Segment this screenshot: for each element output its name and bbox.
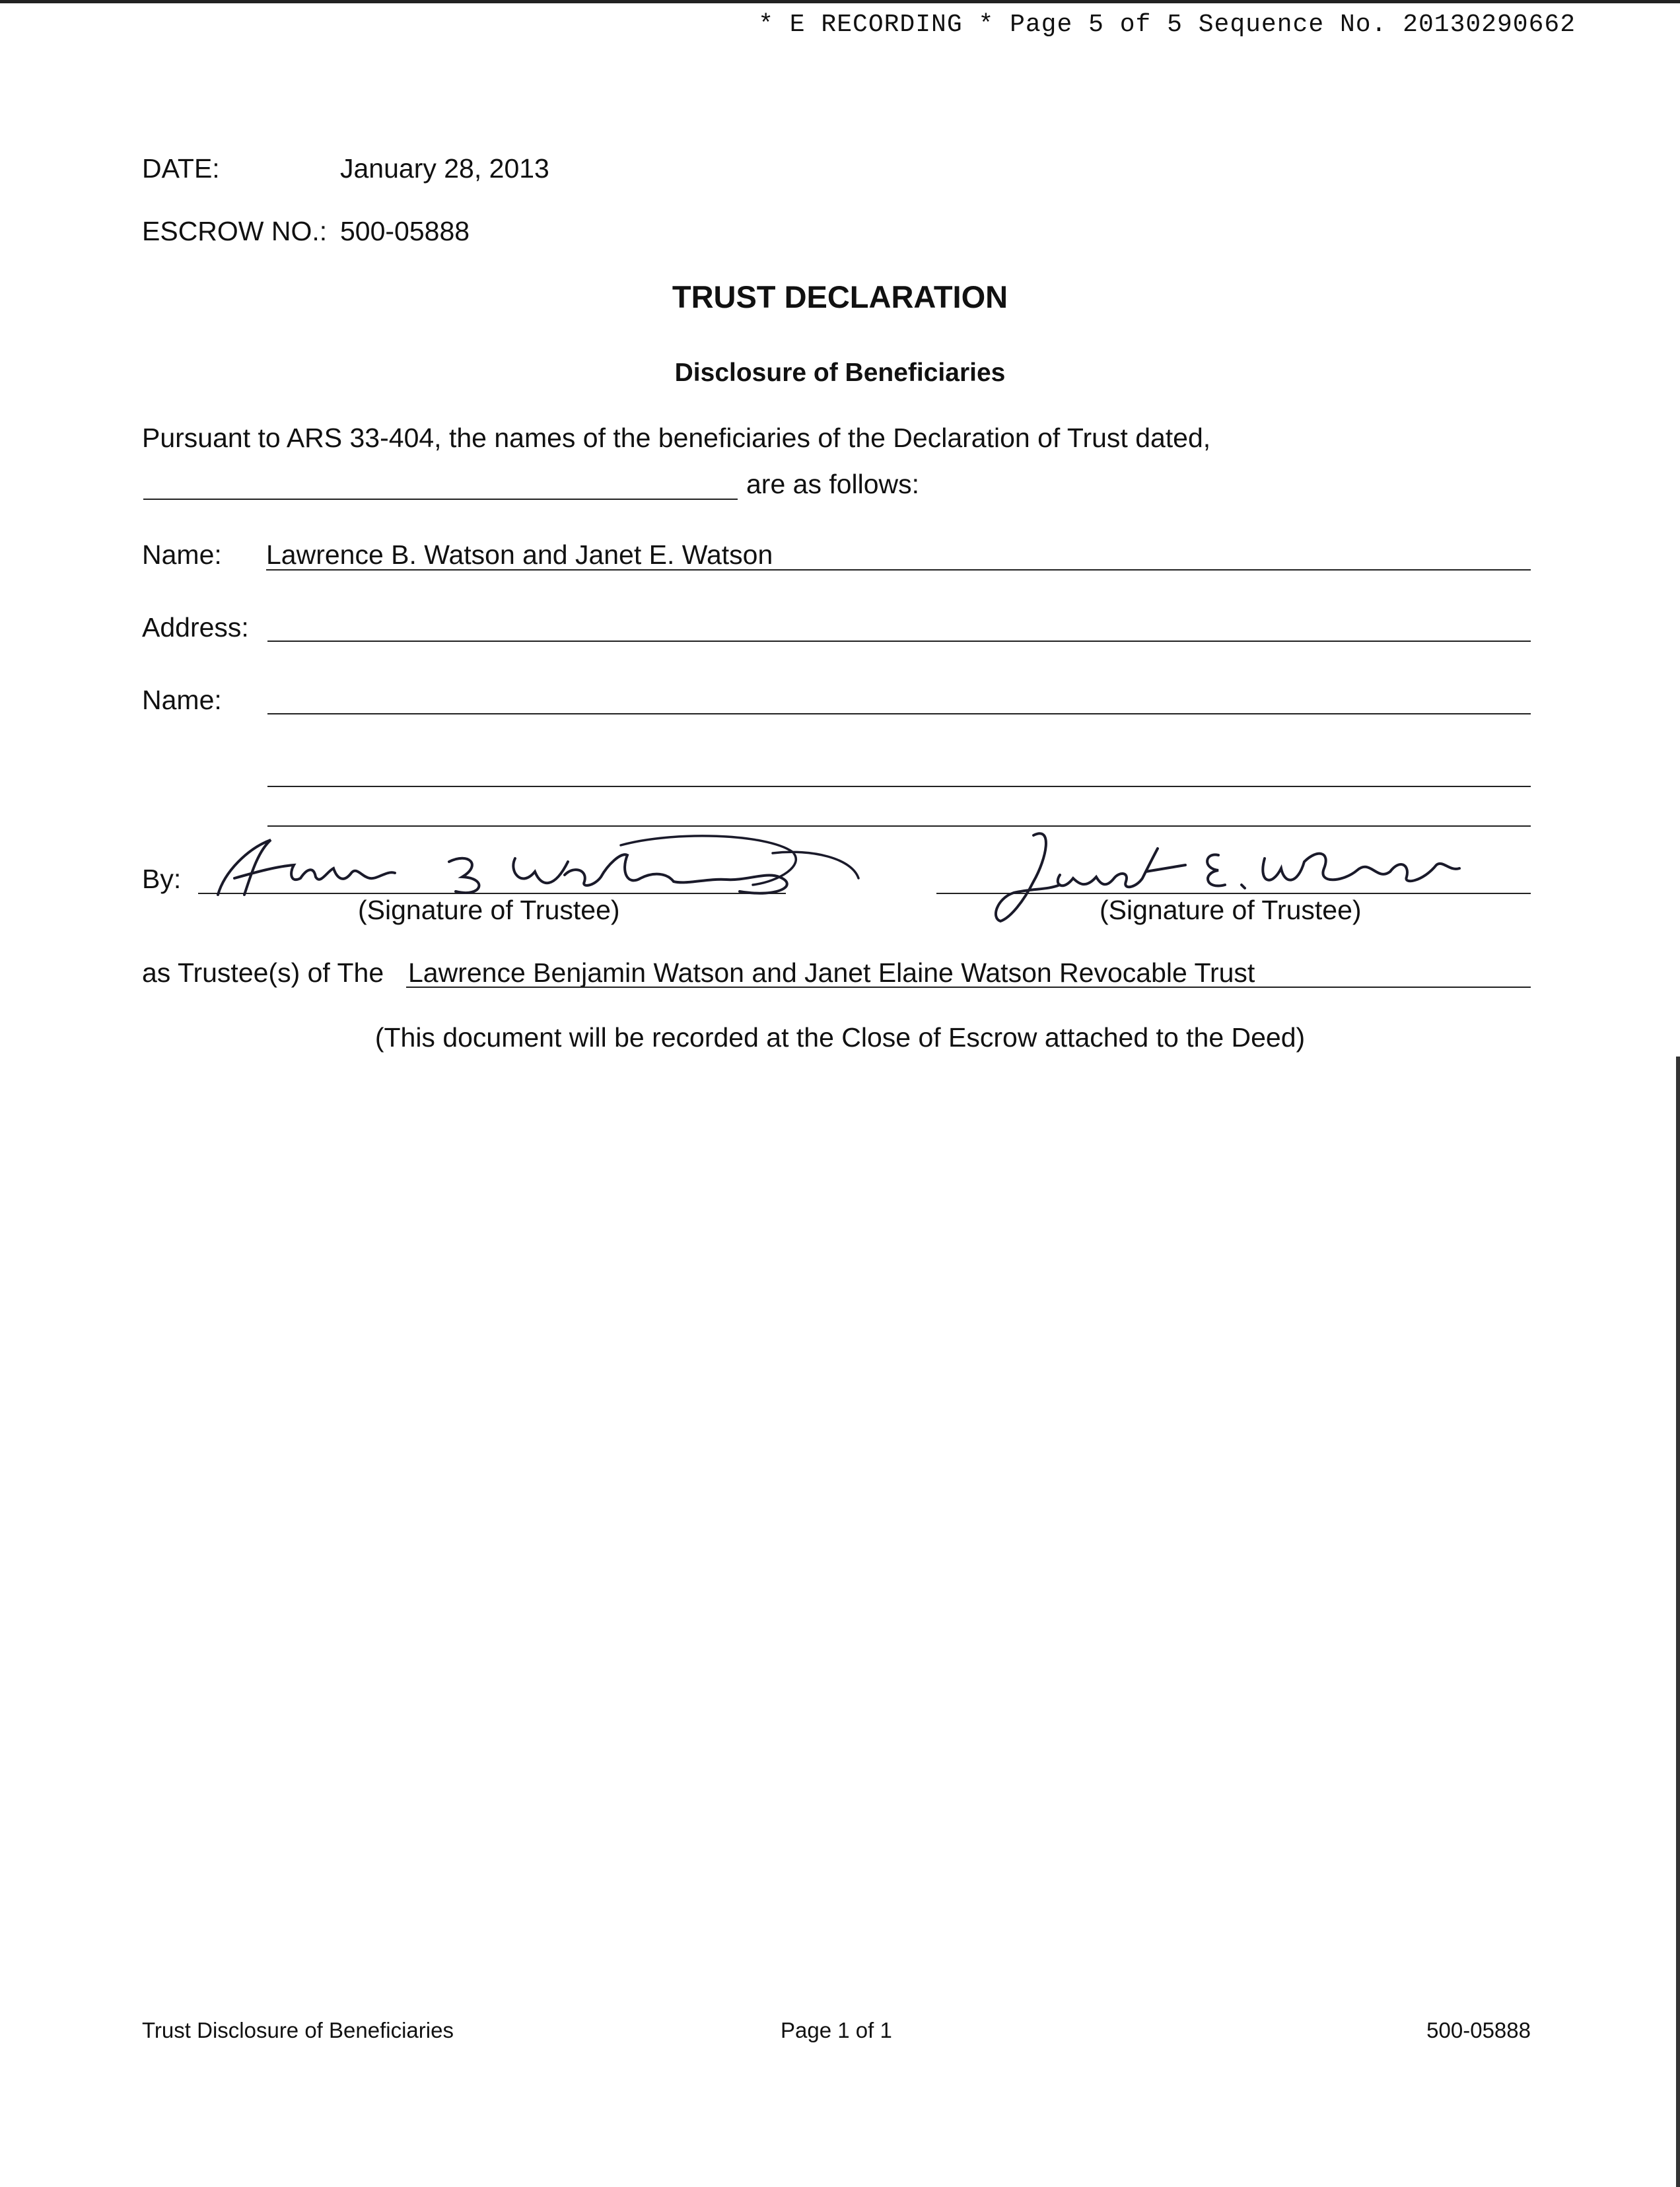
footer-page-number: Page 1 of 1: [781, 2018, 892, 2042]
recording-header: * E RECORDING * Page 5 of 5 Sequence No. 20130290662: [758, 11, 1576, 39]
right-scan-border: [1676, 1057, 1680, 2187]
escrow-label: ESCROW NO.:: [142, 216, 328, 246]
escrow-value: 500-05888: [340, 216, 470, 246]
trustee-label: as Trustee(s) of The: [142, 957, 384, 988]
name-1-line: [266, 569, 1531, 571]
name-label-1: Name:: [142, 539, 222, 570]
blank-line-1: [267, 786, 1531, 787]
by-label: By:: [142, 864, 182, 894]
top-scan-border: [0, 0, 1680, 3]
document-title: TRUST DECLARATION: [672, 279, 1008, 314]
footer-escrow-number: 500-05888: [1426, 2018, 1531, 2042]
intro-continuation: are as follows:: [746, 469, 920, 499]
document-subtitle: Disclosure of Beneficiaries: [674, 359, 1006, 387]
footer-left: Trust Disclosure of Beneficiaries: [142, 2018, 454, 2042]
address-label: Address:: [142, 612, 249, 642]
signature-caption-right: (Signature of Trustee): [1100, 895, 1362, 925]
name-2-line: [267, 713, 1531, 714]
recording-note: (This document will be recorded at the Close of Escrow attached to the Deed): [374, 1022, 1306, 1053]
name-label-2: Name:: [142, 685, 222, 715]
trust-date-blank-line: [143, 499, 738, 500]
intro-text: Pursuant to ARS 33-404, the names of the beneficiaries of the Declaration of Trust dated,: [142, 423, 1211, 453]
trust-name: Lawrence Benjamin Watson and Janet Elaine Watson Revocable Trust: [408, 957, 1255, 988]
date-label: DATE:: [142, 153, 220, 184]
signature-caption-left: (Signature of Trustee): [358, 895, 620, 925]
trust-name-line: [406, 987, 1531, 988]
address-line: [267, 641, 1531, 642]
date-value: January 28, 2013: [340, 153, 549, 184]
beneficiary-name-1: Lawrence B. Watson and Janet E. Watson: [266, 539, 773, 570]
